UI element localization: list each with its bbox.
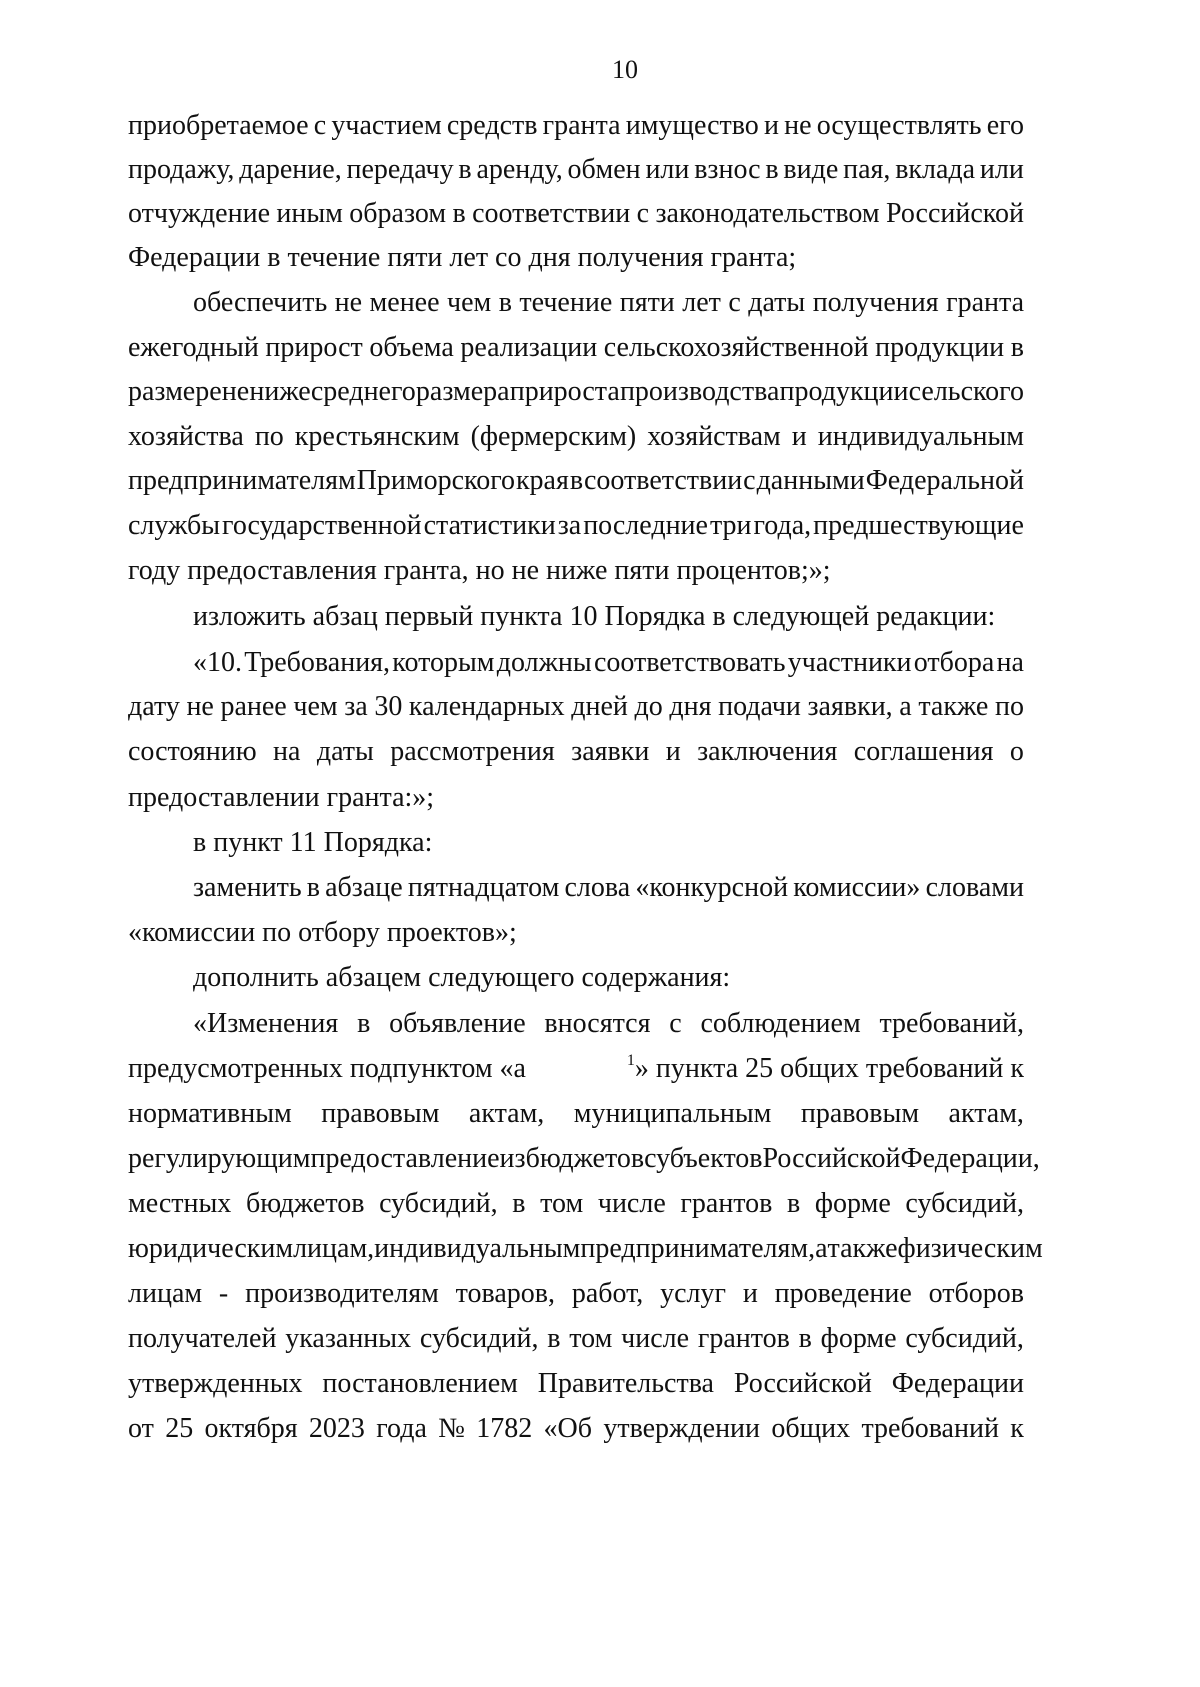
word: которым (392, 647, 495, 678)
word: прирост (265, 332, 363, 363)
word: соответствии (472, 198, 631, 229)
word: в (798, 1323, 812, 1354)
word: из (499, 1143, 526, 1174)
word: ежегодный (128, 332, 259, 363)
word: соответствии (584, 465, 743, 496)
word: том (540, 1188, 584, 1219)
word: с (313, 110, 327, 141)
text-line (128, 1051, 1024, 1087)
word: нормативным (128, 1098, 292, 1129)
word: в (569, 465, 584, 496)
text-line (193, 645, 1024, 681)
word: края (515, 465, 569, 496)
word: Правительства (537, 1368, 714, 1399)
word: производства (619, 376, 780, 407)
word: данными (756, 465, 865, 496)
word: в (498, 287, 512, 318)
text-line: «комиссии по отбору проектов»; (128, 917, 517, 948)
word: субсидий, (905, 1323, 1024, 1354)
word: лицам (128, 1278, 203, 1309)
word: аренду, (476, 154, 563, 185)
word: форме (820, 1323, 897, 1354)
word: прироста (509, 376, 620, 407)
text-line (128, 1411, 1024, 1447)
word: общих (771, 1413, 851, 1444)
word: вносятся (544, 1008, 651, 1039)
text-line (193, 1006, 1024, 1042)
text-line (128, 196, 1024, 232)
word: предоставление (310, 1143, 500, 1174)
word: «Об (543, 1413, 593, 1444)
word: дарение, (239, 154, 342, 185)
word: заявки (571, 736, 650, 767)
text-fragment (627, 1051, 1024, 1087)
word: заключения (697, 736, 838, 767)
word: постановлением (322, 1368, 518, 1399)
word: за (344, 691, 368, 722)
word: объявление (389, 1008, 526, 1039)
text-line (128, 734, 1024, 770)
word: иным (276, 198, 343, 229)
word: правовым (321, 1098, 440, 1129)
text-line (128, 1141, 1040, 1177)
word: утвержденных (128, 1368, 303, 1399)
word: гранта (542, 110, 621, 141)
text-line: предоставлении гранта:»; (128, 782, 435, 813)
word: числе (621, 1323, 690, 1354)
word: указанных (285, 1323, 412, 1354)
word: в (452, 198, 466, 229)
word: от (128, 1413, 154, 1444)
word: участием (331, 110, 442, 141)
word: среднего (310, 376, 416, 407)
word: том (569, 1323, 613, 1354)
word: не (334, 287, 363, 318)
word: бюджетов (525, 1143, 645, 1174)
word: словами (925, 872, 1024, 903)
word: предшествующие (813, 510, 1024, 541)
word: и (742, 1278, 758, 1309)
word: Российской (733, 1368, 872, 1399)
text-line: году предоставления гранта, но не ниже пяти процентов;»; (128, 555, 831, 586)
word: взнос (694, 154, 761, 185)
word: «10. (193, 647, 242, 678)
word: (фермерским) (470, 421, 637, 452)
word: числе (597, 1188, 666, 1219)
word: Приморского (356, 465, 515, 496)
word: обмен (567, 154, 641, 185)
word: средств (446, 110, 538, 141)
word: регулирующим (128, 1143, 311, 1174)
word: предпринимателям, (580, 1233, 816, 1264)
word: отборов (928, 1278, 1024, 1309)
word: передачу (346, 154, 454, 185)
word: до (634, 691, 663, 722)
text-line (128, 1186, 1024, 1222)
word: реализации (460, 332, 598, 363)
word: а (899, 691, 912, 722)
word: за (557, 510, 582, 541)
word: по (994, 691, 1024, 722)
word: дату (128, 691, 180, 722)
word: продукции (779, 376, 909, 407)
word: в (458, 154, 472, 185)
word: течение (519, 287, 613, 318)
word: государственной (222, 510, 422, 541)
word: пая, (843, 154, 891, 185)
word: размере (128, 376, 222, 407)
word: на (273, 736, 301, 767)
text-line (128, 419, 1024, 455)
word: товаров, (455, 1278, 555, 1309)
word: должны (496, 647, 592, 678)
text-fragment: » пункта 25 общих требований к (634, 1053, 1024, 1084)
text-line (128, 1321, 1024, 1357)
word: вклада (895, 154, 976, 185)
word: не (186, 691, 214, 722)
word: юридическим (128, 1233, 294, 1264)
word: грантов (680, 1188, 773, 1219)
word: виде (783, 154, 839, 185)
text-line (128, 108, 1024, 144)
word: размера (415, 376, 510, 407)
word: соглашения (853, 736, 994, 767)
word: индивидуальным (817, 421, 1024, 452)
word: получателей (128, 1323, 277, 1354)
word: гранта (946, 287, 1024, 318)
word: «Изменения (193, 1008, 339, 1039)
word: года, (753, 510, 812, 541)
word: - (218, 1278, 229, 1309)
word: абзаце (325, 872, 403, 903)
word: образом (349, 198, 447, 229)
word: статистики (423, 510, 556, 541)
word: осуществлять (816, 110, 982, 141)
word: даты (748, 287, 806, 318)
text-line (128, 1276, 1024, 1312)
word: продажу, (128, 154, 235, 185)
word: чем (447, 287, 492, 318)
word: субсидий, (379, 1188, 498, 1219)
word: в (1010, 332, 1024, 363)
text-line (128, 1096, 1024, 1132)
word: слова (564, 872, 631, 903)
text-line (128, 374, 1024, 410)
word: с (728, 287, 741, 318)
superscript: 1 (626, 1052, 635, 1069)
word: крестьянским (294, 421, 460, 452)
text-line (128, 1231, 1043, 1267)
word: дней (571, 691, 628, 722)
word: дня (669, 691, 712, 722)
word: сельскохозяйственной (603, 332, 869, 363)
word: подачи (718, 691, 801, 722)
word: хозяйства (128, 421, 244, 452)
word: октября (204, 1413, 298, 1444)
word: хозяйствам (647, 421, 781, 452)
word: имущество (625, 110, 759, 141)
word: соблюдением (700, 1008, 861, 1039)
word: Федерации, (900, 1143, 1040, 1174)
word: три (709, 510, 752, 541)
text-line (128, 1366, 1024, 1402)
word: Требования, (244, 647, 391, 678)
word: к (1010, 1413, 1024, 1444)
text-line: в пункт 11 Порядка: (193, 827, 433, 858)
word: календарных (408, 691, 565, 722)
word: 25 (165, 1413, 194, 1444)
word: также (827, 1233, 898, 1264)
word: с (636, 198, 650, 229)
word: грантов (697, 1323, 790, 1354)
word: приобретаемое (128, 110, 309, 141)
word: физическим (897, 1233, 1043, 1264)
word: в (512, 1188, 526, 1219)
word: его (986, 110, 1024, 141)
word: лет (682, 287, 721, 318)
text-line (128, 152, 1024, 188)
text-line (128, 689, 1024, 725)
word: или (645, 154, 690, 185)
word: актам, (468, 1098, 545, 1129)
text-line: изложить абзац первый пункта 10 Порядка в следующей редакции: (193, 601, 996, 632)
word: индивидуальным (374, 1233, 581, 1264)
word: пяти (619, 287, 675, 318)
word: обеспечить (193, 287, 328, 318)
word: Федерации (891, 1368, 1024, 1399)
page-number: 10 (612, 55, 638, 84)
word: и (763, 110, 779, 141)
word: законодательством (655, 198, 880, 229)
word: предпринимателям (128, 465, 356, 496)
text-line: Федерации в течение пяти лет со дня получения гранта; (128, 242, 797, 273)
word: участники (787, 647, 912, 678)
word: ниже (249, 376, 311, 407)
word: а (815, 1233, 828, 1264)
word: получения (812, 287, 939, 318)
word: или (979, 154, 1024, 185)
word: не (221, 376, 250, 407)
word: Российской (885, 198, 1024, 229)
word: правовым (800, 1098, 920, 1129)
word: не (784, 110, 812, 141)
word: субъектов (644, 1143, 763, 1174)
word: объема (369, 332, 454, 363)
text-line (128, 330, 1024, 366)
word: субсидий, (905, 1188, 1024, 1219)
word: отбора (913, 647, 995, 678)
word: комиссии» (793, 872, 921, 903)
word: № (438, 1413, 465, 1444)
text-line (128, 463, 1024, 499)
word: соответствовать (593, 647, 786, 678)
word: продукции (875, 332, 1005, 363)
text-fragment: предусмотренных подпунктом «а (128, 1053, 526, 1084)
word: лицам, (293, 1233, 375, 1264)
word: чем (293, 691, 338, 722)
word: с (743, 465, 756, 496)
word: и (791, 421, 807, 452)
word: службы (128, 510, 221, 541)
word: с (669, 1008, 682, 1039)
word: 2023 (308, 1413, 365, 1444)
word: на (996, 647, 1024, 678)
word: рассмотрения (390, 736, 555, 767)
word: производителям (245, 1278, 439, 1309)
word: даты (316, 736, 374, 767)
word: Российской (762, 1143, 901, 1174)
word: 30 (374, 691, 403, 722)
word: услуг (660, 1278, 726, 1309)
word: актам, (948, 1098, 1024, 1129)
word: года (376, 1413, 427, 1444)
word: требований, (879, 1008, 1024, 1039)
word: «конкурсной (635, 872, 789, 903)
word: 1782 (476, 1413, 533, 1444)
word: сельского (908, 376, 1024, 407)
text-line: дополнить абзацем следующего содержания: (193, 962, 731, 993)
word: форме (814, 1188, 891, 1219)
word: работ, (571, 1278, 644, 1309)
word: состоянию (128, 736, 257, 767)
text-line (128, 508, 1024, 544)
word: о (1009, 736, 1024, 767)
word: отчуждение (128, 198, 270, 229)
word: требований (861, 1413, 999, 1444)
word: бюджетов (245, 1188, 365, 1219)
word: пятнадцатом (407, 872, 560, 903)
word: по (254, 421, 284, 452)
word: субсидий, (419, 1323, 539, 1354)
word: заявки, (807, 691, 893, 722)
word: ранее (220, 691, 287, 722)
word: и (665, 736, 681, 767)
word: проведение (774, 1278, 912, 1309)
word: муниципальным (573, 1098, 772, 1129)
word: Федеральной (865, 465, 1024, 496)
word: менее (369, 287, 440, 318)
word: утверждении (603, 1413, 761, 1444)
word: также (918, 691, 989, 722)
text-line (193, 285, 1024, 321)
word: последние (583, 510, 708, 541)
word: заменить (193, 872, 302, 903)
word: в (306, 872, 320, 903)
word: в (765, 154, 779, 185)
word: в (547, 1323, 561, 1354)
word: местных (128, 1188, 232, 1219)
word: в (357, 1008, 371, 1039)
text-line (193, 870, 1024, 906)
word: в (787, 1188, 801, 1219)
